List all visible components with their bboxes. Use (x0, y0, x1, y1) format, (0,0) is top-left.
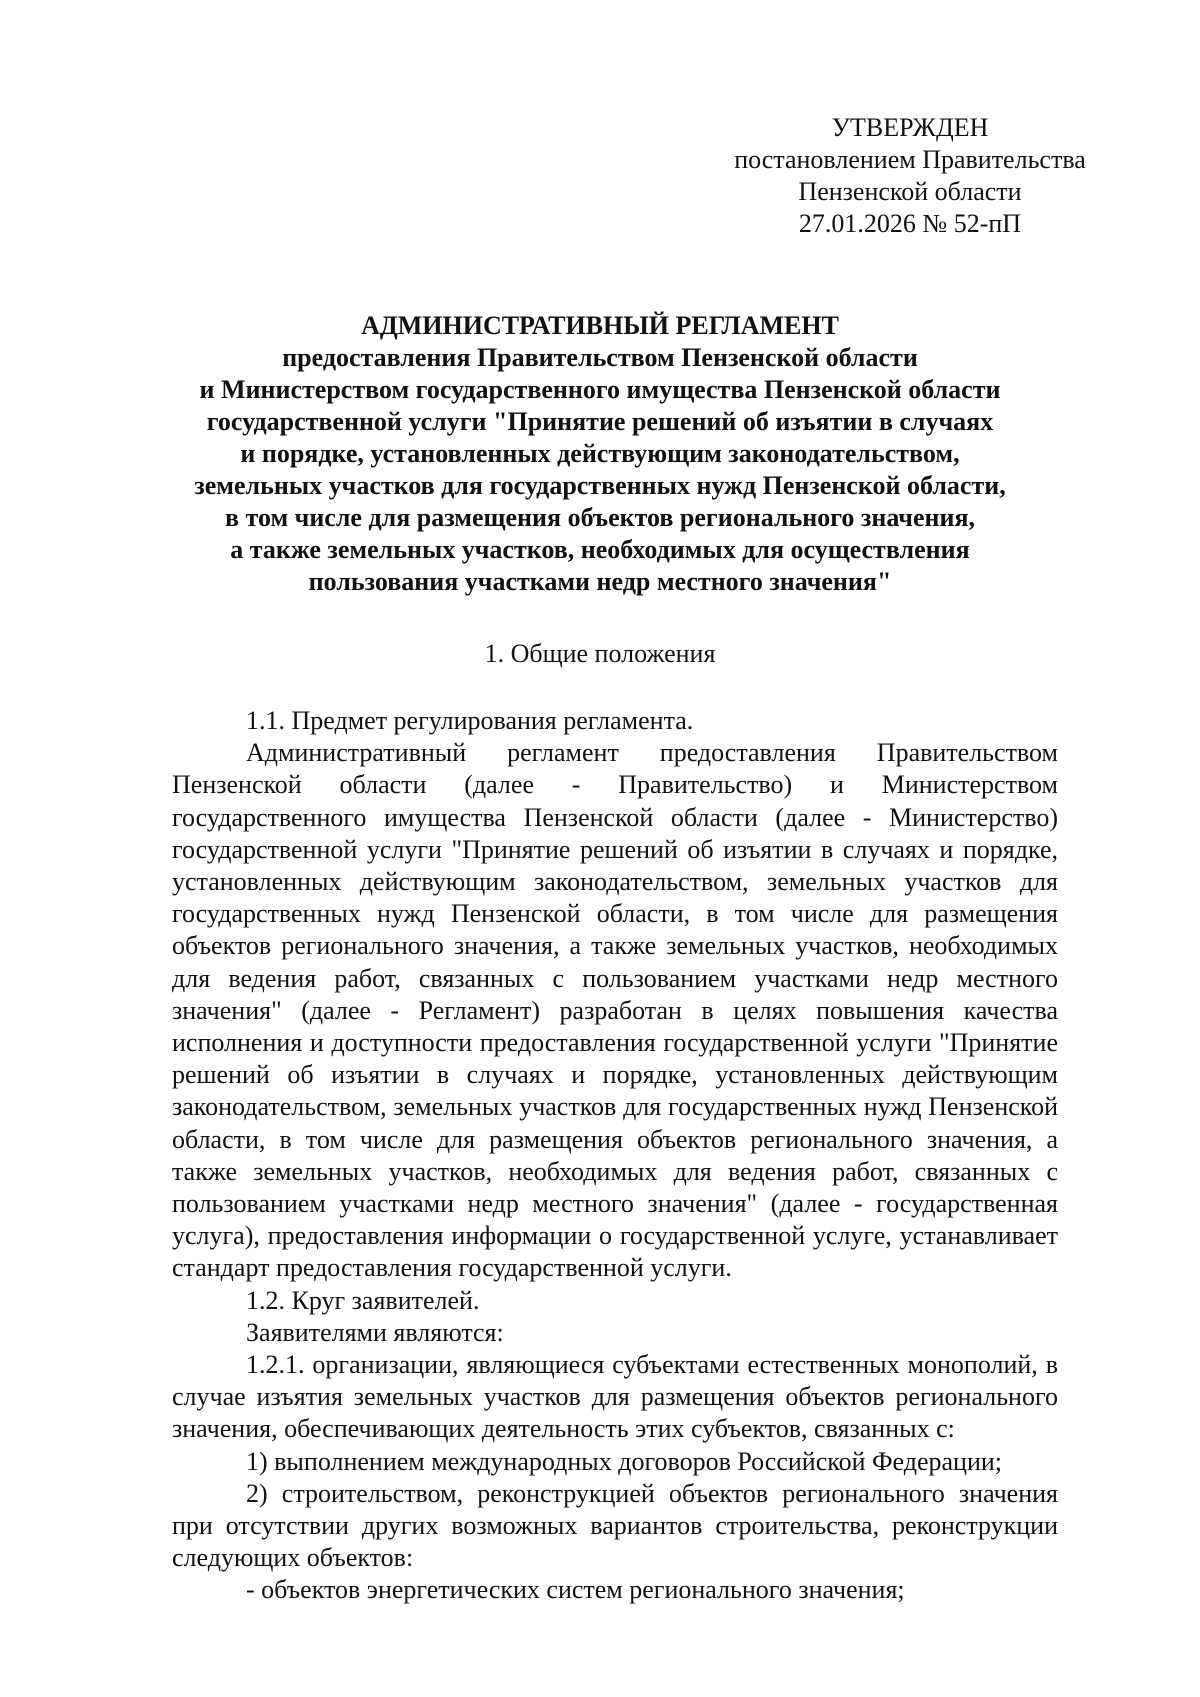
title-line: пользования участками недр местного значения" (308, 567, 892, 596)
list-item-dash: - объектов энергетических систем регионального значения; (246, 1575, 905, 1605)
title-line: и Министерством государственного имущества Пензенской области (199, 375, 1001, 404)
approval-stamp-block (700, 112, 1120, 240)
title-line: АДМИНИСТРАТИВНЫЙ РЕГЛАМЕНТ (361, 311, 839, 340)
paragraph-clause-1-2-1: 1.2.1. организации, являющиеся субъектами естественных монополий, в случае изъятия земельных участков для размещения объектов регионального значения, обеспечивающих деятельность этих субъектов, связанных с: (172, 1350, 1058, 1444)
document-body (172, 705, 1058, 1607)
paragraph-regulation-description: Административный регламент предоставления Правительством Пензенской области (далее - Правительство) и Министерством государственного имущества Пензенской области (далее - Министерство) государственной услуги "Принятие решений об изъятии в случаях и порядке, установленных действующим законодательством, земельных участков для государственных нужд Пензенской области, в том числе для размещения объектов регионального значения, а также земельных участков, необходимых для ведения работ, связанных с пользованием участками недр местного значения" (далее - Регламент) разработан в целях повышения качества исполнения и доступности предоставления государственной услуги "Принятие решений об изъятии в случаях и порядке, установленных действующим законодательством, земельных участков для государственных нужд Пензенской области, в том числе для размещения объектов регионального значения, а также земельных участков, необходимых для ведения работ, связанных с пользованием участками недр местного значения" (далее - государственная услуга), предоставления информации о государственной услуге, устанавливает стандарт предоставления государственной услуги. (172, 738, 1058, 1283)
approval-heading: УТВЕРЖДЕН (831, 113, 989, 142)
title-line: земельных участков для государственных нужд Пензенской области, (194, 471, 1006, 500)
approval-date-number: 27.01.2026 № 52-пП (798, 209, 1022, 238)
document-title (150, 310, 1050, 598)
list-item-2: 2) строительством, реконструкцией объектов регионального значения при отсутствии других возможных вариантов строительства, реконструкции следующих объектов: (172, 1478, 1058, 1573)
title-line: а также земельных участков, необходимых для осуществления (230, 535, 970, 564)
list-item-1: 1) выполнением международных договоров Российской Федерации; (246, 1446, 1002, 1476)
paragraph-subject: 1.1. Предмет регулирования регламента. (246, 706, 694, 735)
title-line: и порядке, установленных действующим законодательством, (240, 439, 960, 468)
approval-decree-line: постановлением Правительства (734, 145, 1086, 174)
title-line: в том числе для размещения объектов регионального значения, (224, 503, 976, 532)
paragraph-applicants-intro: Заявителями являются: (246, 1317, 504, 1347)
section-heading: 1. Общие положения (484, 639, 716, 668)
approval-region-line: Пензенской области (798, 177, 1022, 206)
title-line: государственной услуги "Принятие решений об изъятии в случаях (206, 407, 994, 436)
paragraph-applicants-heading: 1.2. Круг заявителей. (246, 1285, 480, 1315)
title-line: предоставления Правительством Пензенской области (282, 343, 918, 372)
